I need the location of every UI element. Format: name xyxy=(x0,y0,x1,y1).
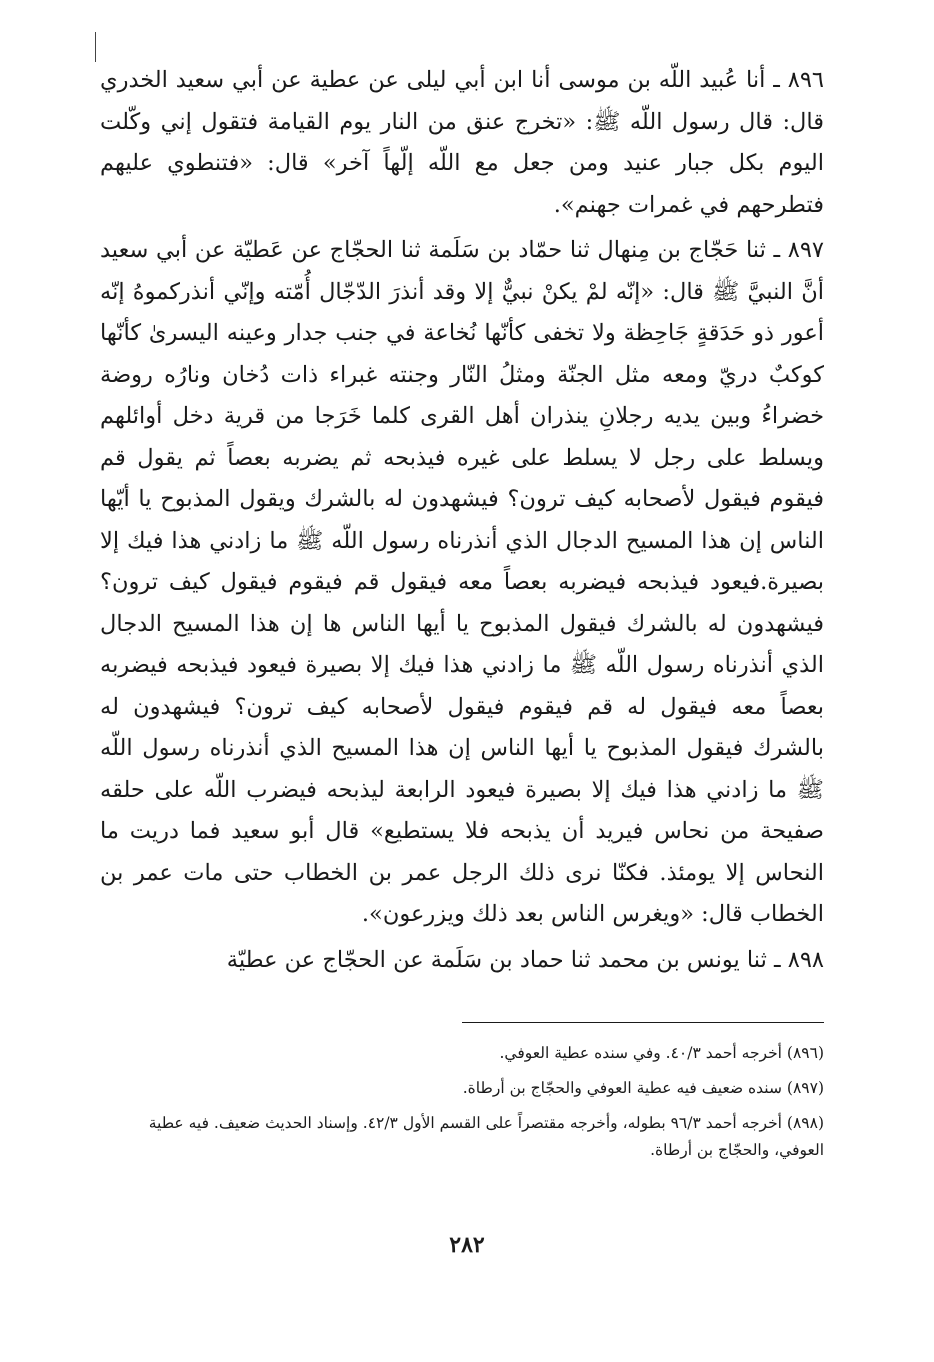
margin-mark xyxy=(95,32,96,62)
page-number: ٢٨٢ xyxy=(449,1232,485,1258)
footnote-divider xyxy=(462,1022,824,1023)
main-text xyxy=(100,60,824,981)
footnote-896: (٨٩٦) أخرجه أحمد ٤٠/٣. وفي سنده عطية العوفي. xyxy=(499,1044,824,1062)
footnote-898: (٨٩٨) أخرجه أحمد ٩٦/٣ بطوله، وأخرجه مقتصراً على القسم الأول ٤٢/٣. وإسناد الحديث ضعيف. فيه عطية العوفي، والحجّاج بن أرطاة. xyxy=(148,1114,824,1159)
hadith-898: ٨٩٨ ـ ثنا يونس بن محمد ثنا حماد بن سَلَمة عن الحجّاج عن عطيّة xyxy=(226,946,824,973)
hadith-896: ٨٩٦ ـ أنا عُبيد اللّه بن موسى أنا ابن أبي ليلى عن عطية عن أبي سعيد الخدري قال: قال رسول اللّه ﷺ: «تخرج عنق من النار يوم القيامة فتقول إني وكّلت اليوم بكل جبار عنيد ومن جعل مع اللّه إلّهاً آخر» قال: «فتنطوي عليهم فتطرحهم في غمرات جهنم». xyxy=(100,67,824,218)
footnotes xyxy=(140,1040,824,1172)
hadith-897: ٨٩٧ ـ ثنا حَجّاج بن مِنهال ثنا حمّاد بن سَلَمة ثنا الحجّاج عن عَطيّة عن أبي سعيد أنَّ النبيَّ ﷺ قال: «إنّه لمْ يكنْ نبيٌّ إلا وقد أنذرَ الدّجّال أُمّته وإنّي أنذركموهُ إنّه أعور ذو حَدَقةٍ جَاحِظة ولا تخفى كأنّها نُخاعة في جنب جدار وعينه اليسرىٰ كأنّها كوكبٌ دريّ ومعه مثل الجنّة ومثلُ النّار وجنته غبراء ذات دُخان ونارُه روضة خضراءُ وبين يديه رجلانِ ينذران أهل القرى كلما خَرَجا من قرية دخل أوائلهم ويسلط على رجل لا يسلط على غيره فيذبحه ثم يضربه بعصاً ثم يقول قم فيقوم فيقول لأصحابه كيف ترون؟ فيشهدون له بالشرك ويقول المذبوح يا أيّها الناس إن هذا المسيح الدجال الذي أنذرناه رسول اللّه ﷺ ما زادني هذا فيك إلا بصيرة.فيعود فيذبحه فيضربه بعصاً معه فيقول قم فيقوم فيقول كيف ترون؟ فيشهدون له بالشرك فيقول المذبوح يا أيها الناس ها إن هذا المسيح الدجال الذي أنذرناه رسول اللّه ﷺ ما زادني هذا فيك إلا بصيرة فيعود فيذبحه فيضربه بعصاً معه فيقول له قم فيقوم فيقول لأصحابه كيف ترون؟ فيشهدون له بالشرك فيقول المذبوح يا أيها الناس إن هذا المسيح الذي أنذرناه رسول اللّه ﷺ ما زادني هذا فيك إلا بصيرة فيعود الرابعة ليذبحه فيضرب اللّه على حلقه صفيحة من نحاس فيريد أن يذبحه فلا يستطيع» قال أبو سعيد فما دريت ما النحاس إلا يومئذ. فكنّا نرى ذلك الرجل عمر بن الخطاب حتى مات عمر بن الخطاب قال: «ويغرس الناس بعد ذلك ويزرعون». xyxy=(100,237,824,927)
footnote-897: (٨٩٧) سنده ضعيف فيه عطية العوفي والحجّاج بن أرطاة. xyxy=(462,1079,824,1097)
